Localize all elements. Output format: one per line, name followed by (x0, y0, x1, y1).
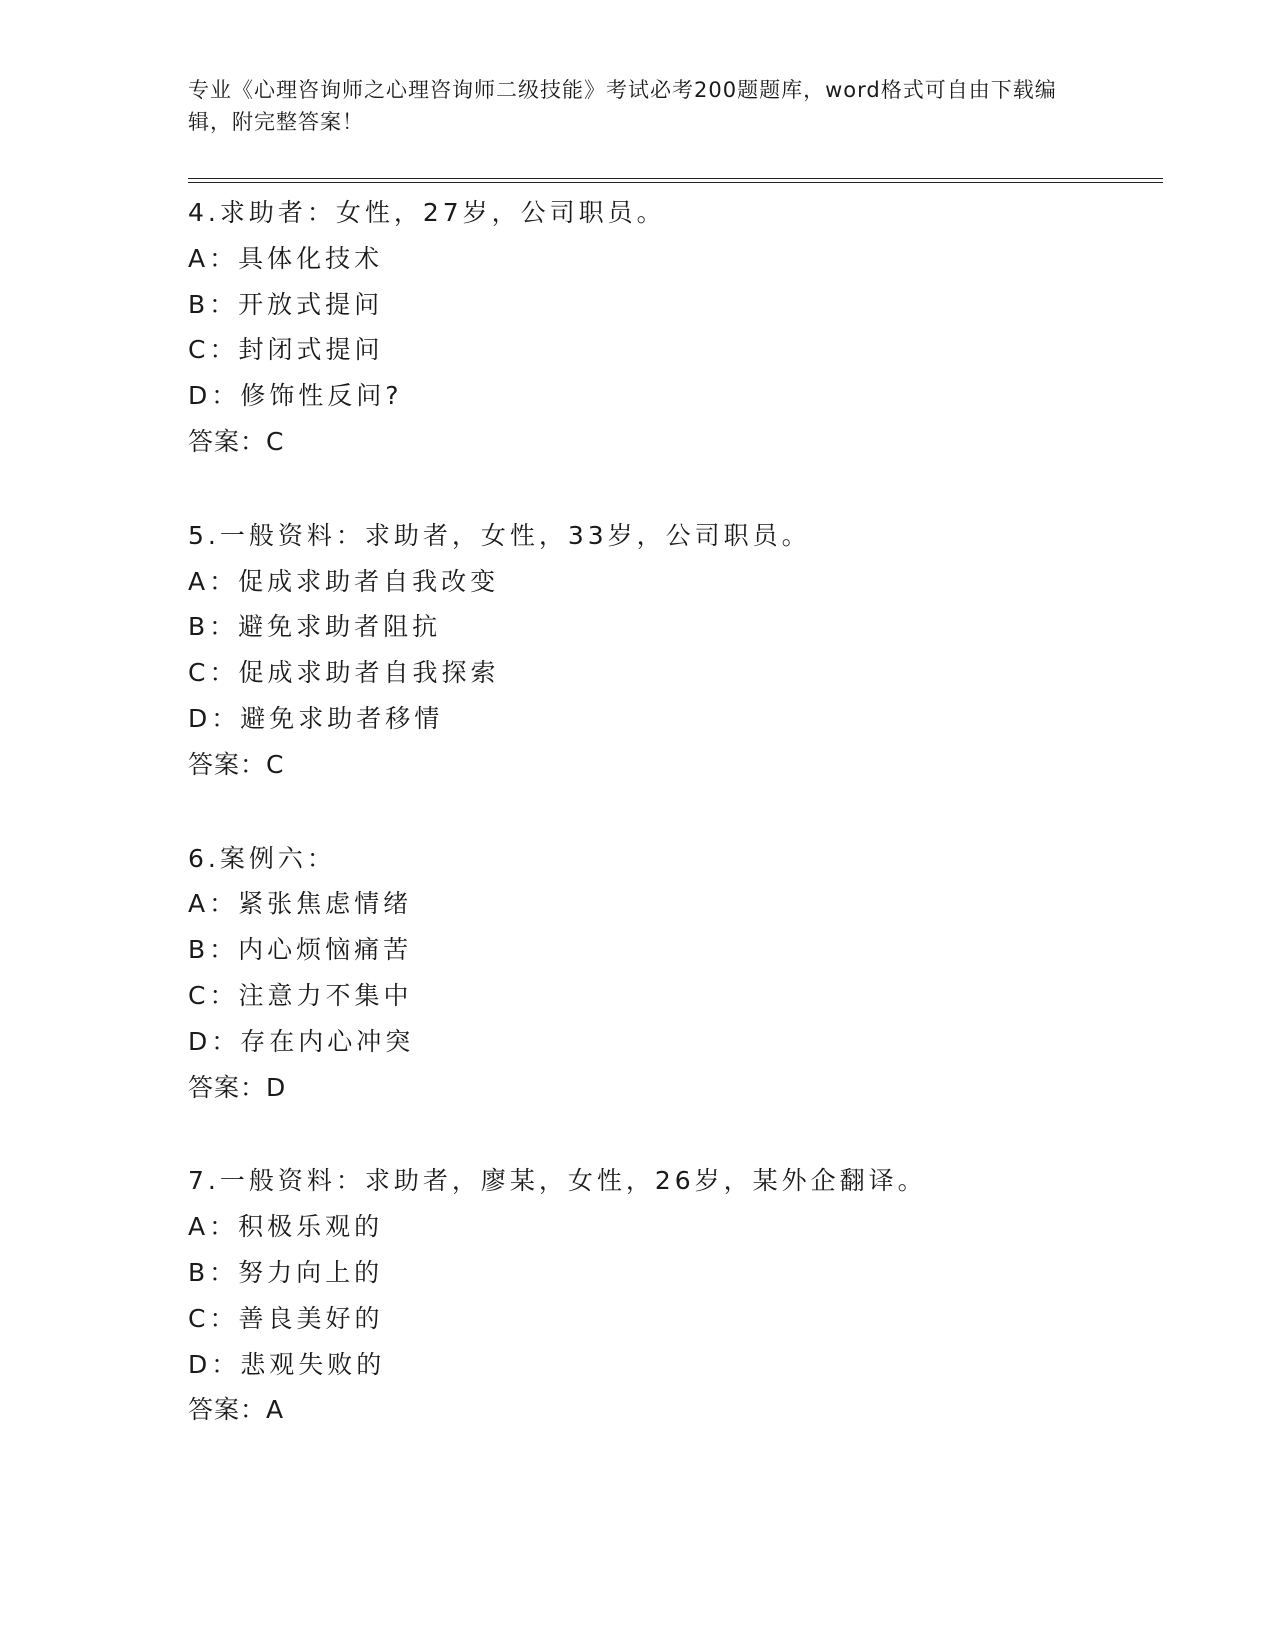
option-b: B：避免求助者阻抗 (188, 612, 442, 642)
question-stem: 4.求助者：女性，27岁，公司职员。 (188, 198, 666, 227)
option-b: B：努力向上的 (188, 1257, 384, 1287)
question-list (188, 190, 1163, 1481)
option-c: C：封闭式提问 (188, 335, 384, 365)
question-item (188, 1158, 1163, 1433)
option-a: A：促成求助者自我改变 (188, 566, 500, 596)
option-a: A：积极乐观的 (188, 1212, 384, 1242)
answer-line: 答案：D (188, 1072, 287, 1102)
question-stem: 5.一般资料：求助者，女性，33岁，公司职员。 (188, 520, 811, 550)
answer-line: 答案：C (188, 749, 285, 779)
question-stem: 6.案例六： (188, 843, 336, 873)
option-b: B：内心烦恼痛苦 (188, 935, 413, 965)
answer-line: 答案：A (188, 1395, 285, 1425)
option-c: C：注意力不集中 (188, 980, 413, 1010)
question-item (188, 190, 1163, 465)
option-d: D：避免求助者移情 (188, 703, 444, 733)
option-b: B：开放式提问 (188, 289, 384, 319)
answer-line: 答案：C (188, 426, 285, 456)
option-c: C：善良美好的 (188, 1303, 384, 1333)
option-c: C：促成求助者自我探索 (188, 658, 500, 688)
option-d: D：修饰性反问? (188, 381, 403, 411)
option-d: D：悲观失败的 (188, 1349, 386, 1379)
question-item (188, 513, 1163, 788)
option-a: A：紧张焦虑情绪 (188, 889, 413, 919)
option-a: A：具体化技术 (188, 243, 384, 273)
question-stem: 7.一般资料：求助者，廖某，女性，26岁，某外企翻译。 (188, 1166, 927, 1196)
document-intro: 专业《心理咨询师之心理咨询师二级技能》考试必考200题题库，word格式可自由下载编辑，附完整答案！ (188, 78, 1057, 134)
header-rule-bottom (188, 182, 1163, 183)
header-rule-top (188, 178, 1163, 179)
question-item (188, 836, 1163, 1111)
option-d: D：存在内心冲突 (188, 1026, 415, 1056)
